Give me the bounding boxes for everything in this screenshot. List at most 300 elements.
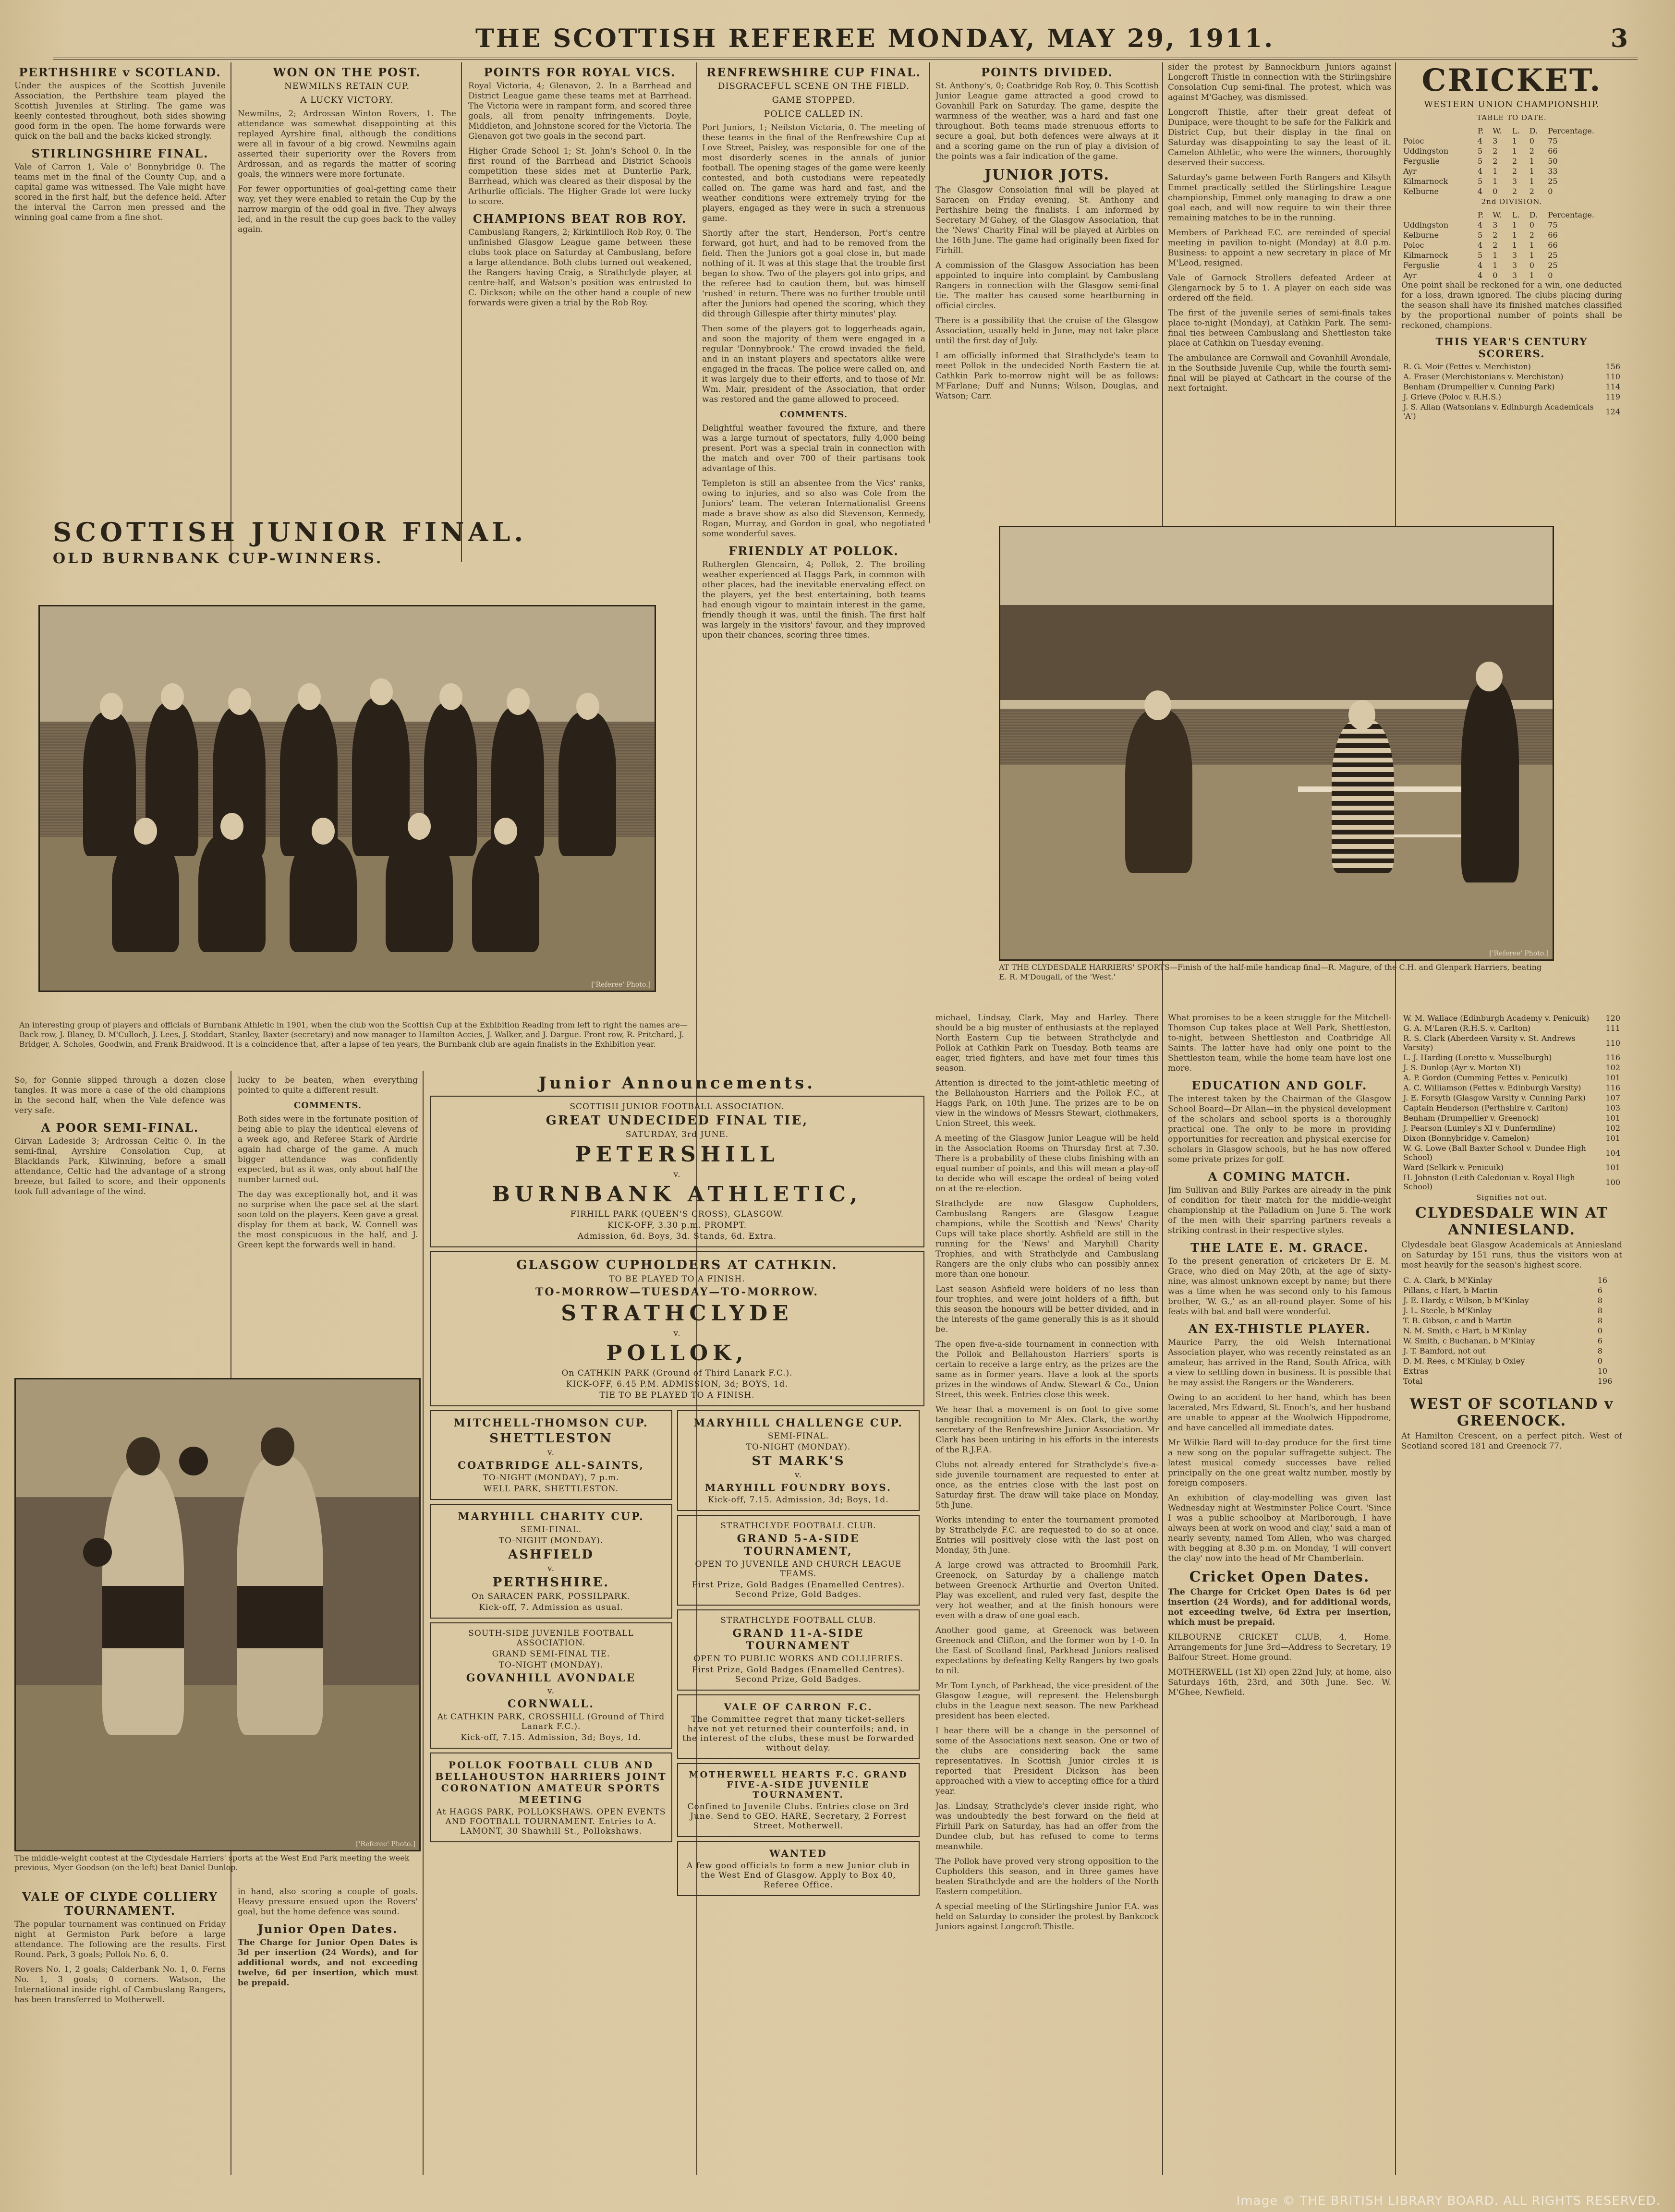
player-figure bbox=[472, 837, 539, 952]
masthead bbox=[53, 19, 1638, 60]
player-figure bbox=[83, 712, 136, 856]
photo-credit: ['Referee' Photo.] bbox=[591, 981, 651, 989]
boxing-glove bbox=[179, 1447, 208, 1475]
article-text: An exhibition of clay-modelling was given last Wednesday night at Westminster Police Court. 'Since I was a public schoolboy at Marlborough, I have always been at work on wood and clay,' said a man of nearly seventy, named Tom Allen, who was charged with begging at 8.30 p.m. on Monday, 'I will convert the clay' now into the head of Mr Chamberlain. bbox=[1168, 1493, 1391, 1563]
batsman: T. B. Gibson, c and b Martin bbox=[1403, 1316, 1512, 1325]
runs: 0 bbox=[1597, 1326, 1602, 1335]
table-cell: 3 bbox=[1512, 251, 1517, 260]
player-head bbox=[312, 818, 335, 845]
list-item bbox=[1401, 1033, 1622, 1052]
article-text: For fewer opportunities of goal-getting came their way, yet they were enabled to retain the Cup by the narrow margin of the odd goal in five. They always led, and in the result the cup goes back to the valley again. bbox=[238, 184, 456, 234]
article-text: The open five-a-side tournament in connection with the Pollok and Bellahouston Harriers' sports is certain to receive a large entry, as the prizes are the same as in former years. Have a look at the sports prizes in the windows of Andw. Stewart & Co., Union Street, this week. Entries close this week. bbox=[935, 1340, 1159, 1400]
list-item bbox=[1401, 1013, 1622, 1023]
article-text: Clydesdale beat Glasgow Academicals at Anniesland on Saturday by 151 runs, thus the visitors won at most heavily for the season's highest score. bbox=[1401, 1240, 1622, 1270]
article-text: One point shall be reckoned for a win, one deducted for a loss, drawn ignored. The clubs placing during the season shall have its finished matches classified by the proportional number of points shall be reckoned, champions. bbox=[1401, 280, 1622, 330]
column-5-top bbox=[935, 62, 1159, 523]
headline: CLYDESDALE WIN AT ANNIESLAND. bbox=[1415, 1205, 1609, 1238]
ad-line: WELL PARK, SHETTLESTON. bbox=[483, 1484, 619, 1494]
headline: PERTHSHIRE v SCOTLAND. bbox=[19, 65, 221, 79]
ad-line: KICK-OFF, 6.45 P.M. ADMISSION, 3d; BOYS, 1d. bbox=[566, 1379, 789, 1389]
batsman: J. L. Steele, b M'Kinlay bbox=[1403, 1306, 1492, 1315]
list-item bbox=[1401, 1093, 1622, 1103]
ad-line: MARYHILL CHALLENGE CUP. bbox=[693, 1417, 904, 1429]
boxing-glove bbox=[83, 1538, 112, 1567]
table-row bbox=[1401, 156, 1622, 166]
article-text: Templeton is still an absentee from the Vics' ranks, owing to injuries, and so also was Cole from the Juniors' team. The veteran Internationalist Greens made a brave show as also did Stevenson, Kennedy, Rogan, Murray, and Gordon in goal, who negotiated some wonderful saves. bbox=[702, 479, 925, 539]
table-cell: 4 bbox=[1478, 220, 1483, 230]
ad-line: Kick-off, 7.15. Admission, 3d; Boys, 1d. bbox=[708, 1495, 889, 1505]
headline: CHAMPIONS BEAT ROB ROY. bbox=[473, 212, 687, 226]
ad-pollok-coronation bbox=[430, 1753, 672, 1842]
column-header: P. bbox=[1478, 210, 1484, 219]
table-cell: 1 bbox=[1493, 261, 1498, 270]
article-text: Rutherglen Glencairn, 4; Pollok, 2. The broiling weather experienced at Haggs Park, in common with other places, had the inevitable enervating effect on the players, yet the best entertaining, both teams had enough vigour to maintain interest in the game, friendly though it was, until the finish. The first half was largely in the visitors' favour, and they improved upon their chances, scoring three times. bbox=[702, 560, 925, 640]
league-table-division-2 bbox=[1401, 210, 1622, 280]
table-cell: 66 bbox=[1548, 241, 1558, 250]
article-text: The popular tournament was continued on Friday night at Germiston Park before a large attendance. The following are the results. First Round. Park, 3 goals; Pollok No. 6, 0. bbox=[14, 1920, 226, 1959]
ad-right-column bbox=[677, 1410, 920, 1896]
list-item bbox=[1401, 1113, 1622, 1123]
table-cell: 25 bbox=[1548, 177, 1558, 186]
player-head bbox=[134, 818, 157, 845]
boxer-head bbox=[126, 1437, 160, 1475]
table-cell: Kilmarnock bbox=[1403, 177, 1448, 186]
article-text: Last season Ashfield were holders of no less than four trophies, and were joint holders of a fifth, but this season the honours will be better divided, and in the interests of the game generally this is as it should be. bbox=[935, 1284, 1159, 1334]
table-cell: 5 bbox=[1478, 230, 1483, 240]
ad-line: At HAGGS PARK, POLLOKSHAWS. OPEN EVENTS AND FOOTBALL TOURNAMENT. Entries to A. LAMONT, 30 Shawhill St., Pollokshaws. bbox=[436, 1807, 666, 1836]
article-text: Cambuslang Rangers, 2; Kirkintilloch Rob Roy, 0. The unfinished Glasgow League game between these clubs took place on Saturday at Cambuslang, before a large attendance. Both clubs turned out weakened, the Rangers having Craig, a Strathclyde player, at centre-half, and Watson's position was entrusted to C. Dickson; while on the other hand a couple of new forwards were given a trial by the Rob Roy. bbox=[468, 228, 692, 308]
table-row bbox=[1401, 230, 1622, 240]
headline: A POOR SEMI-FINAL. bbox=[41, 1121, 199, 1135]
table-row bbox=[1401, 1326, 1622, 1336]
table-cell: 75 bbox=[1548, 220, 1558, 230]
player-name: A. Fraser (Merchistonians v. Merchiston) bbox=[1403, 372, 1564, 381]
article-text: Longcroft Thistle, after their great defeat of Dunipace, were thought to be safe for the Falkirk and District Cup, but their display in the final on Saturday was disappointing to say the least of it. Camelon Athletic, who were the winners, thoroughly deserved their success. bbox=[1168, 108, 1391, 168]
ad-line: POLLOK FOOTBALL CLUB AND BELLAHOUSTON HARRIERS JOINT CORONATION AMATEUR SPORTS MEETING bbox=[435, 1759, 667, 1805]
ad-line: SATURDAY, 3rd JUNE. bbox=[625, 1130, 729, 1139]
article-text: in hand, also scoring a couple of goals. Heavy pressure ensued upon the Rovers' goal, but the home defence was sound. bbox=[238, 1887, 418, 1917]
ad-vale-of-carron bbox=[677, 1694, 920, 1759]
batsman: Pillans, c Hart, b Martin bbox=[1403, 1286, 1498, 1295]
ad-team: CORNWALL. bbox=[507, 1698, 595, 1710]
player-name: Benham (Drumpellier v. Greenock) bbox=[1403, 1113, 1539, 1123]
player-name: J. S. Dunlop (Ayr v. Morton XI) bbox=[1403, 1063, 1521, 1072]
photo-credit: ['Referee' Photo.] bbox=[1489, 950, 1549, 957]
column-header: P. bbox=[1478, 126, 1484, 135]
table-row bbox=[1401, 1346, 1622, 1356]
runner-head bbox=[1348, 700, 1375, 730]
ad-team: SHETTLESTON bbox=[489, 1431, 613, 1446]
score: 110 bbox=[1605, 1038, 1620, 1048]
list-item bbox=[1401, 1063, 1622, 1073]
table-cell: 2 bbox=[1512, 187, 1517, 196]
column-2 bbox=[238, 62, 456, 562]
headline: POINTS FOR ROYAL VICS. bbox=[484, 65, 676, 79]
table-row bbox=[1401, 176, 1622, 186]
table-row bbox=[1401, 136, 1622, 146]
ad-team: MARYHILL FOUNDRY BOYS. bbox=[705, 1482, 892, 1493]
table-row bbox=[1401, 220, 1622, 230]
player-figure bbox=[352, 698, 410, 856]
page-number: 3 bbox=[1610, 24, 1628, 53]
headline: A COMING MATCH. bbox=[1208, 1170, 1351, 1184]
list-item bbox=[1401, 1162, 1622, 1172]
list-item bbox=[1401, 392, 1622, 402]
table-cell: 2 bbox=[1493, 157, 1498, 166]
article-text: The day was exceptionally hot, and it was no surprise when the pace set at the start soon told on the players. Keen gave a great display for them at back, W. Connell was the most conspicuous in the half, and J. Green kept the forwards well in hand. bbox=[238, 1190, 418, 1250]
article-text: A large crowd was attracted to Broomhill Park, Greenock, on Saturday by a challenge match between Greenock Arthurlie and Overton United. Play was excellent, and ruled very fast, despite the very hot weather, and at the finish honours were even with a draw of one goal each. bbox=[935, 1560, 1159, 1620]
article-text: KILBOURNE CRICKET CLUB, 4, Home. Arrangements for June 3rd—Address to Secretary, 19 Balfour Street. Home ground. bbox=[1168, 1632, 1391, 1662]
feature-subtitle: OLD BURNBANK CUP-WINNERS. bbox=[53, 550, 384, 567]
runs: 0 bbox=[1597, 1356, 1602, 1366]
score: 101 bbox=[1605, 1113, 1620, 1123]
table-cell: 0 bbox=[1529, 136, 1534, 145]
table-cell: 25 bbox=[1548, 261, 1558, 270]
column-header: D. bbox=[1529, 126, 1538, 135]
article-text: Clubs not already entered for Strathclyde's five-a-side juvenile tournament are requested to enter at once, as the entries close with the last post on Saturday first. The draw will take place on Monday, 5th June. bbox=[935, 1460, 1159, 1510]
photo-background bbox=[16, 1379, 419, 1497]
article-text: Maurice Parry, the old Welsh International Association player, who was recently reinstated as an amateur, has arrived in the Rand, South Africa, with a view to settling down in business. It is possible that he may assist the Rangers or the Wanderers. bbox=[1168, 1338, 1391, 1388]
league-table bbox=[1401, 126, 1622, 196]
headline: POINTS DIVIDED. bbox=[981, 65, 1113, 79]
article-text: Newmilns, 2; Ardrossan Winton Rovers, 1. The attendance was somewhat disappointing at this replayed Ayrshire final, although the conditions were all in favour of a big crowd. Newmilns again asserted their superiority over the Rovers from Ardrossan, and as regards the matter of scoring goals, the winners were more fortunate. bbox=[238, 109, 456, 179]
ad-line: The Committee regret that many ticket-sellers have not yet returned their counterfoils; and, in the interest of the clubs, these must be forwarded without delay. bbox=[682, 1715, 914, 1753]
score: 116 bbox=[1605, 1053, 1620, 1062]
table-cell: 3 bbox=[1512, 261, 1517, 270]
player-figure bbox=[198, 832, 266, 952]
article-text: What promises to be a keen struggle for the Mitchell-Thomson Cup takes place at Well Park, Shettleston, to-night, between Shettleston and Coatbridge All Saints. The latter have had only one point to the Shettleston team, while the home team have lost one more. bbox=[1168, 1013, 1391, 1073]
table-cell: 5 bbox=[1478, 146, 1483, 156]
article-text: lucky to be beaten, when everything pointed to quite a different result. bbox=[238, 1076, 418, 1095]
article-text: Rovers No. 1, 2 goals; Calderbank No. 1, 0. Ferns No. 1, 3 goals; 0 corners. Watson, the International inside right of Cambuslang Rangers, has been transferred to Motherwell. bbox=[14, 1965, 226, 2005]
subheadline: 2nd DIVISION. bbox=[1481, 197, 1542, 206]
ad-line: On CATHKIN PARK (Ground of Third Lanark F.C.). bbox=[561, 1368, 793, 1378]
article-text: MOTHERWELL (1st XI) open 22nd July, at home, also Saturdays 16th, 23rd, and 30th June. Sec. W. M'Ghee, Newfield. bbox=[1168, 1668, 1391, 1697]
table-cell: 1 bbox=[1529, 177, 1534, 186]
article-text: The Glasgow Consolation final will be played at Saracen on Friday evening, St. Anthony and Perthshire being the finalists. I am informed by Secretary M'Gahey, of the Glasgow Association, that the 'News' Charity Final will be played at Airbles on the 16th June. The game had originally been fixed for Firhill. bbox=[935, 185, 1159, 255]
player-name: Captain Henderson (Perthshire v. Carlton) bbox=[1403, 1103, 1568, 1112]
article-text: The Pollok have proved very strong opposition to the Cupholders this season, and in three games have beaten Strathclyde and are the holders of the North Eastern competition. bbox=[935, 1857, 1159, 1897]
table-row bbox=[1401, 1305, 1622, 1316]
article-text: Shortly after the start, Henderson, Port's centre forward, got hurt, and had to be removed from the field. Then the Juniors got a goal close in, but made nothing of it. It was at this stage that the trouble first began to show. Two of the players got into grips, and the referee had to caution them, but was himself 'rushed' in return. There was no further trouble until after the Juniors had opened the scoring, which they did through Gillespie after thirty minutes' play. bbox=[702, 229, 925, 319]
score: 119 bbox=[1605, 392, 1620, 401]
ad-motherwell-hearts bbox=[677, 1763, 920, 1837]
list-item bbox=[1401, 1052, 1622, 1063]
headline: WEST OF SCOTLAND v GREENOCK. bbox=[1409, 1396, 1614, 1429]
ad-versus: v. bbox=[673, 1170, 681, 1179]
image-credit: Image © THE BRITISH LIBRARY BOARD. ALL RIGHTS RESERVED. bbox=[1236, 2194, 1661, 2208]
column-rule bbox=[929, 62, 930, 523]
ad-line: KICK-OFF, 3.30 p.m. PROMPT. bbox=[607, 1221, 747, 1230]
ad-line: TO BE PLAYED TO A FINISH. bbox=[609, 1274, 745, 1284]
table-cell: 1 bbox=[1512, 241, 1517, 250]
headline: Junior Open Dates. bbox=[257, 1922, 398, 1936]
table-row bbox=[1401, 186, 1622, 196]
headline: VALE OF CLYDE COLLIERY TOURNAMENT. bbox=[22, 1890, 218, 1918]
ad-line: MOTHERWELL HEARTS F.C. GRAND FIVE-A-SIDE JUVENILE TOURNAMENT. bbox=[689, 1770, 908, 1800]
score: 101 bbox=[1605, 1134, 1620, 1143]
headline: RENFREWSHIRE CUP FINAL. bbox=[706, 65, 921, 79]
table-cell: 1 bbox=[1529, 167, 1534, 176]
column-header bbox=[1401, 210, 1476, 220]
ad-team: ST MARK'S bbox=[752, 1454, 845, 1468]
article-text: Then some of the players got to loggerheads again, and soon the majority of them were engaged in a regular 'Donnybrook.' The crowd invaded the field, and in an instant players and spectators alike were engaged in the fracas. The police were called on, and it was largely due to their efforts, and to those of Mr. Wm. Mair, president of the Association, that order was restored and the game allowed to proceed. bbox=[702, 324, 925, 404]
table-cell: Poloc bbox=[1403, 241, 1424, 250]
article-text: A meeting of the Glasgow Junior League will be held in the Association Rooms on Thursday first at 7.30. There is a probability of these clubs finishing with an equal number of points, and this will mean a play-off to decide who will escape the ordeal of being voted on at the re-election. bbox=[935, 1134, 1159, 1194]
score: 111 bbox=[1605, 1024, 1620, 1033]
score: 102 bbox=[1605, 1063, 1620, 1072]
article-text: We hear that a movement is on foot to give some tangible recognition to Mr Alex. Clark, the worthy secretary of the Renfrewshire Junior Association. Mr Clark has been untiring in his efforts in the interests of the R.J.F.A. bbox=[935, 1405, 1159, 1455]
column-header: W. bbox=[1493, 126, 1502, 135]
headline: AN EX-THISTLE PLAYER. bbox=[1188, 1322, 1371, 1336]
column-rule bbox=[1162, 62, 1163, 2175]
table-row bbox=[1401, 1356, 1622, 1366]
table-row bbox=[1401, 1336, 1622, 1346]
ad-strathclyde-pollok bbox=[430, 1251, 924, 1406]
table-row bbox=[1401, 1376, 1622, 1386]
player-figure bbox=[112, 837, 179, 952]
ad-team: PERTHSHIRE. bbox=[492, 1575, 610, 1590]
ad-line: MARYHILL CHARITY CUP. bbox=[458, 1511, 644, 1523]
ad-team: POLLOK, bbox=[606, 1341, 748, 1366]
table-row bbox=[1401, 1295, 1622, 1305]
table-row bbox=[1401, 1366, 1622, 1376]
article-text: I hear there will be a change in the personnel of some of the Associations next season. One or two of the clubs are considering back the same representatives. In Scottish Junior circles it is reported that President Dickson has been approached with a view to accepting office for a third year. bbox=[935, 1726, 1159, 1796]
table-cell: 5 bbox=[1478, 177, 1483, 186]
subheadline: NEWMILNS RETAIN CUP. bbox=[284, 81, 410, 91]
batsman: C. A. Clark, b M'Kinlay bbox=[1403, 1276, 1493, 1285]
table-cell: 4 bbox=[1478, 167, 1483, 176]
article-text: Mr Wilkie Bard will to-day produce for the first time a new song on the popular suffragette subject. The latest musical comedy successes have relied principally on the one great waltz number, mostly by foreign composers. bbox=[1168, 1438, 1391, 1488]
article-text: Royal Victoria, 4; Glenavon, 2. In a Barrhead and District League game these teams met at Barrhead. The Victoria were in rampant form, and scored three goals, all from penalty infringements. Doyle, Middleton, and Johnstone scored for the Victoria. The Glenavon got two goals in the second part. bbox=[468, 81, 692, 141]
table-cell: Uddingston bbox=[1403, 146, 1449, 156]
ad-row bbox=[430, 1410, 924, 1896]
player-figure bbox=[290, 837, 357, 952]
ad-line: Kick-off, 7. Admission as usual. bbox=[479, 1603, 623, 1612]
runner-figure bbox=[1125, 710, 1192, 873]
table-cell: 0 bbox=[1548, 187, 1553, 196]
table-cell: 3 bbox=[1512, 177, 1517, 186]
ad-versus: v. bbox=[547, 1448, 555, 1457]
player-name: A. P. Gordon (Cumming Fettes v. Penicuik) bbox=[1403, 1073, 1568, 1082]
article-text: Owing to an accident to her hand, which has been lacerated, Mrs Edward, St. Enoch's, and her husband are unable to appear at the Woolwich Hippodrome, and have cancelled all immediate dates. bbox=[1168, 1393, 1391, 1433]
batsman: N. M. Smith, c Hart, b M'Kinlay bbox=[1403, 1326, 1527, 1335]
ad-line: TO-NIGHT (MONDAY). bbox=[498, 1536, 604, 1546]
column-header: L. bbox=[1512, 126, 1520, 135]
subheadline: POLICE CALLED IN. bbox=[764, 109, 863, 119]
table-row bbox=[1401, 240, 1622, 250]
player-figure bbox=[386, 832, 453, 952]
article-text: Vale of Carron 1, Vale o' Bonnybridge 0. The teams met in the final of the County Cup, and a capital game was witnessed. The Vale might have scored in the first half, but the defence held. After the interval the Carron men pressed and the winning goal came from a fine shot. bbox=[14, 162, 226, 222]
column-rule bbox=[1395, 62, 1396, 2175]
subheadline: TABLE TO DATE. bbox=[1477, 113, 1547, 122]
ad-strathclyde-11-a-side bbox=[677, 1609, 920, 1691]
article-text: The interest taken by the Chairman of the Glasgow School Board—Dr Allan—in the physical development of the scholars and school sports is a thoroughly practical one. The only to be more in providing opportunities for recreation and physical exercise for scholars in Glasgow schools, but he has now offered some private prizes for golf. bbox=[1168, 1094, 1391, 1164]
score: 156 bbox=[1605, 362, 1620, 371]
article-text: A commission of the Glasgow Association has been appointed to inquire into complaint by Cambuslang Rangers in connection with the Glasgow semi-final tie. The matter has caused some heartburning in official circles. bbox=[935, 261, 1159, 311]
junior-final-feature bbox=[14, 514, 692, 1018]
player-name: A. C. Williamson (Fettes v. Edinburgh Varsity) bbox=[1403, 1083, 1581, 1092]
century-list-bottom bbox=[1401, 1013, 1622, 1192]
ad-wanted bbox=[677, 1841, 920, 1896]
runs: 8 bbox=[1597, 1346, 1602, 1355]
table-cell: 0 bbox=[1548, 271, 1553, 280]
table-cell: 1 bbox=[1529, 251, 1534, 260]
boxing-caption: The middle-weight contest at the Clydesdale Harriers' sports at the West End Park meeting the week previous, Myer Goodson (on the left) beat Daniel Dunlop. bbox=[14, 1853, 410, 1872]
table-cell: 25 bbox=[1548, 251, 1558, 260]
list-item bbox=[1401, 402, 1622, 421]
column-7-lower bbox=[1401, 1013, 1622, 2175]
headline: FRIENDLY AT POLLOK. bbox=[728, 544, 899, 558]
score: 101 bbox=[1605, 1073, 1620, 1082]
ad-line: OPEN TO PUBLIC WORKS AND COLLIERIES. bbox=[693, 1654, 903, 1664]
player-name: J. S. Allan (Watsonians v. Edinburgh Academicals 'A') bbox=[1403, 402, 1594, 421]
column-header: D. bbox=[1529, 210, 1538, 219]
batsman: Total bbox=[1403, 1377, 1423, 1386]
list-item bbox=[1401, 1133, 1622, 1143]
list-item bbox=[1401, 1172, 1622, 1192]
headline: THE LATE E. M. GRACE. bbox=[1190, 1241, 1369, 1255]
boxer-head bbox=[261, 1427, 294, 1466]
ad-line: VALE OF CARRON F.C. bbox=[724, 1701, 873, 1713]
ad-line: At CATHKIN PARK, CROSSHILL (Ground of Third Lanark F.C.). bbox=[437, 1712, 665, 1731]
ad-line: FIRHILL PARK (QUEEN'S CROSS), GLASGOW. bbox=[570, 1209, 784, 1219]
column-5-lower bbox=[935, 1013, 1159, 2175]
table-header bbox=[1401, 210, 1622, 220]
player-name: G. A. M'Laren (R.H.S. v. Carlton) bbox=[1403, 1024, 1531, 1033]
ad-line: Admission, 6d. Boys, 3d. Stands, 6d. Extra. bbox=[577, 1232, 777, 1241]
ad-left-column bbox=[430, 1410, 672, 1896]
player-head bbox=[576, 693, 599, 720]
player-head bbox=[220, 813, 243, 840]
article-text: The first of the juvenile series of semi-finals takes place to-night (Monday), at Cathkin Park. The semi-final ties between Cambuslang and Shettleston take place at Cathkin on Tuesday evening. bbox=[1168, 308, 1391, 348]
column-1-lower bbox=[14, 1076, 226, 1364]
player-name: R. S. Clark (Aberdeen Varsity v. St. Andrews Varsity) bbox=[1403, 1034, 1576, 1052]
table-cell: 5 bbox=[1478, 157, 1483, 166]
column-header bbox=[1401, 126, 1476, 136]
player-head bbox=[494, 818, 517, 845]
ad-line: First Prize, Gold Badges (Enamelled Centres). Second Prize, Gold Badges. bbox=[692, 1580, 905, 1599]
subheadline: GAME STOPPED. bbox=[772, 95, 856, 105]
runs: 8 bbox=[1597, 1296, 1602, 1305]
column-3 bbox=[468, 62, 692, 562]
century-note: Signifies not out. bbox=[1476, 1193, 1547, 1202]
masthead-title: THE SCOTTISH REFEREE MONDAY, MAY 29, 1911. bbox=[475, 24, 1275, 53]
table-row bbox=[1401, 146, 1622, 156]
table-row bbox=[1401, 250, 1622, 260]
player-name: Dixon (Bonnybridge v. Camelon) bbox=[1403, 1134, 1529, 1143]
runs: 16 bbox=[1597, 1276, 1608, 1285]
ad-team: COATBRIDGE ALL-SAINTS, bbox=[458, 1459, 644, 1471]
article-text: The Charge for Cricket Open Dates is 6d per insertion (24 Words), and for additional words, not exceeding twelve, 6d Extra per insertion, which must be prepaid. bbox=[1168, 1587, 1391, 1627]
ad-petershill-burnbank bbox=[430, 1096, 924, 1247]
section-label: COMMENTS. bbox=[779, 410, 848, 420]
boxer-shorts bbox=[102, 1586, 184, 1648]
table-cell: Kelburne bbox=[1403, 230, 1439, 240]
table-cell: 0 bbox=[1529, 261, 1534, 270]
column-rule bbox=[423, 1071, 424, 2175]
score: 114 bbox=[1605, 382, 1620, 391]
announcements-title: Junior Announcements. bbox=[538, 1074, 816, 1093]
list-item bbox=[1401, 1143, 1622, 1162]
ad-line: A few good officials to form a new Junior club in the West End of Glasgow. Apply to Box 40, Referee Office. bbox=[686, 1861, 910, 1890]
player-name: Benham (Drumpellier v. Cunning Park) bbox=[1403, 382, 1555, 391]
player-name: L. J. Harding (Loretto v. Musselburgh) bbox=[1403, 1053, 1552, 1062]
ad-line: GRAND 5-A-SIDE TOURNAMENT, bbox=[737, 1533, 860, 1558]
player-head bbox=[228, 688, 251, 715]
runner-figure bbox=[1332, 719, 1394, 873]
batsman: J. E. Hardy, c Wilson, b M'Kinlay bbox=[1403, 1296, 1529, 1305]
player-head bbox=[507, 688, 530, 715]
ad-line: SEMI-FINAL. bbox=[520, 1525, 582, 1535]
table-row bbox=[1401, 260, 1622, 270]
score: 116 bbox=[1605, 1083, 1620, 1092]
article-text: Strathclyde are now Glasgow Cupholders, Cambuslang Rangers are Glasgow League champions, while the Scottish and 'News' Charity Cups will take place shortly. Ashfield are still in the running for the 'News' and Maryhill Charity Trophies, and with Strathclyde and Cambuslang Rangers are the only clubs who can possibly annex more than one honour. bbox=[935, 1199, 1159, 1279]
ad-versus: v. bbox=[795, 1470, 802, 1480]
team-photo-caption: An interesting group of players and officials of Burnbank Athletic in 1901, when the club won the Scottish Cup at the Exhibition Reading from left to right the names are—Back row, J. Blaney, D. M'Culloch, J. Lees, J. Stoddart, Stanley, Baxter (secretary) and now manager to Hamilton Accies, J. Walker, and J. Dargue. Front row, R. Pritchard, J. Bridger, A. Scholes, Goodwin, and Frank Braidwood. It is a coincidence that, after a lapse of ten years, the Burnbank club are again finalists in the Exhibition year. bbox=[19, 1020, 688, 1049]
player-head bbox=[298, 683, 321, 710]
table-cell: 4 bbox=[1478, 271, 1483, 280]
runs: 8 bbox=[1597, 1316, 1602, 1325]
table-cell: 1 bbox=[1512, 146, 1517, 156]
ad-strathclyde-5-a-side bbox=[677, 1515, 920, 1606]
table-cell: Ferguslie bbox=[1403, 261, 1440, 270]
column-1-bottom bbox=[14, 1887, 226, 2175]
cricket-title: CRICKET. bbox=[1421, 62, 1602, 98]
ad-team: ASHFIELD bbox=[508, 1547, 594, 1562]
table-cell: 1 bbox=[1529, 241, 1534, 250]
score: 124 bbox=[1605, 407, 1620, 416]
table-cell: 2 bbox=[1529, 187, 1534, 196]
column-header: L. bbox=[1512, 210, 1520, 219]
ad-line: STRATHCLYDE FOOTBALL CLUB. bbox=[720, 1616, 876, 1625]
article-text: St. Anthony's, 0; Coatbridge Rob Roy, 0. This Scottish Junior League game attracted a good crowd to Govanhill Park on Saturday. The game, despite the warmness of the weather, was a hard and fast one throughout. Both teams made strenuous efforts to secure a goal, but both defences were always at it and a scoring game on the run of play a division of the points was a fair indication of the game. bbox=[935, 81, 1159, 161]
score: 107 bbox=[1605, 1093, 1620, 1102]
player-name: W. M. Wallace (Edinburgh Academy v. Penicuik) bbox=[1403, 1014, 1590, 1023]
table-cell: 5 bbox=[1478, 251, 1483, 260]
subheadline: WESTERN UNION CHAMPIONSHIP. bbox=[1424, 99, 1600, 109]
batsman: J. T. Bamford, not out bbox=[1403, 1346, 1486, 1355]
score: 110 bbox=[1605, 372, 1620, 381]
runs: 6 bbox=[1597, 1336, 1602, 1345]
list-item bbox=[1401, 362, 1622, 372]
player-name: R. G. Moir (Fettes v. Merchiston) bbox=[1403, 362, 1531, 371]
table-cell: 4 bbox=[1478, 241, 1483, 250]
article-text: I am officially informed that Strathclyde's team to meet Pollok in the undecided North Eastern tie at Cathkin Park to-morrow night will be as follows: M'Farlane; Duff and Nunns; Wilson, Douglas, and Watson; Carr. bbox=[935, 351, 1159, 401]
table-cell: 1 bbox=[1493, 167, 1498, 176]
ad-line: OPEN TO JUVENILE AND CHURCH LEAGUE TEAMS. bbox=[695, 1559, 902, 1579]
article-text: Girvan Ladeside 3; Ardrossan Celtic 0. In the semi-final, Ayrshire Consolation Cup, at Blacklands Park, Kilwinning, before a small attendance, Celtic had the advantage of a strong breeze, but failed to score, and their opponents took full advantage of the wind. bbox=[14, 1136, 226, 1197]
ad-line: TIE TO BE PLAYED TO A FINISH. bbox=[599, 1390, 755, 1400]
table-row bbox=[1401, 166, 1622, 176]
boxing-photo bbox=[14, 1378, 421, 1851]
article-text: At Hamilton Crescent, on a perfect pitch. West of Scotland scored 181 and Greenock 77. bbox=[1401, 1431, 1622, 1451]
article-text: Port Juniors, 1; Neilston Victoria, 0. The meeting of these teams in the final of the Renfrewshire Cup at Love Street, Paisley, was responsible for one of the most disorderly scenes in the annals of junior football. The opening stages of the game were keenly contested, and both custodians were repeatedly called on. The game was hard and fast, and the weather conditions were extremely trying for the players, engaged as they were in such a strenuous game. bbox=[702, 123, 925, 223]
list-item bbox=[1401, 1083, 1622, 1093]
ad-versus: v. bbox=[673, 1329, 681, 1338]
scorecard bbox=[1401, 1275, 1622, 1386]
ad-line: GLASGOW CUPHOLDERS AT CATHKIN. bbox=[516, 1258, 838, 1272]
table-header bbox=[1401, 126, 1622, 136]
article-text: Delightful weather favoured the fixture, and there was a large turnout of spectators, fully 4,000 being present. Port was a special train in connection with the match and over 700 of their partisans took advantage of this. bbox=[702, 423, 925, 473]
subheadline: A LUCKY VICTORY. bbox=[300, 95, 394, 105]
table-cell: 1 bbox=[1512, 220, 1517, 230]
ad-line: TO-NIGHT (MONDAY). bbox=[498, 1660, 604, 1670]
article-text: Members of Parkhead F.C. are reminded of special meeting in pavilion to-night (Monday) at 8.0 p.m. Business: to appoint a new secretary in place of Mr M'Leod, resigned. bbox=[1168, 228, 1391, 268]
ad-versus: v. bbox=[547, 1564, 555, 1573]
table-cell: 1 bbox=[1493, 177, 1498, 186]
table-cell: 1 bbox=[1529, 271, 1534, 280]
